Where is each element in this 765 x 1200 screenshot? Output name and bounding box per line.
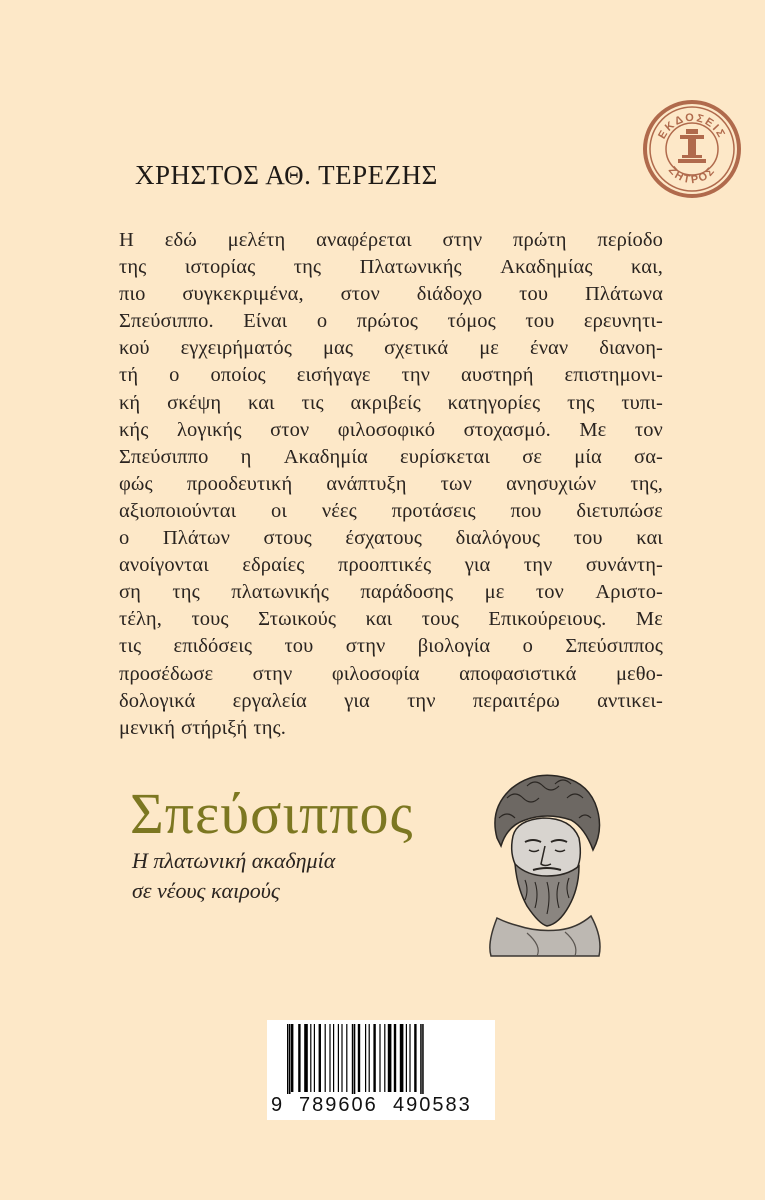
isbn-barcode [267, 1020, 495, 1120]
blurb-line: Η εδώ μελέτη αναφέρεται στην πρώτη περίοδο [119, 229, 663, 251]
barcode-digits-left: 789606 [299, 1094, 378, 1116]
blurb-line: κού εγχειρήματός μας σχετικά με έναν διανοη- [119, 337, 663, 360]
book-title: Σπεύσιππος [130, 781, 414, 846]
blurb-line: προσέδωσε στην φιλοσοφία αποφασιστικά μεθο- [119, 662, 663, 685]
barcode-digits-right: 490583 [393, 1094, 472, 1116]
subtitle-line-1: Η πλατωνική ακαδημία [132, 848, 336, 873]
blurb-line: αξιοποιούνται οι νέες προτάσεις που διετυπώσε [119, 499, 663, 522]
subtitle-line-2: σε νέους καιρούς [132, 878, 280, 903]
publisher-seal-icon [642, 99, 742, 199]
blurb-line: μενική στήριξή της. [119, 716, 286, 739]
blurb-line: ο Πλάτων στους έσχατους διαλόγους του και [119, 527, 663, 550]
blurb-line: τέλη, τους Στωικούς και τους Επικούρειους. Με [119, 608, 663, 631]
svg-text:ΖΗΤΡΟΣ: ΖΗΤΡΟΣ [665, 164, 719, 187]
philosopher-bust-icon [467, 768, 617, 958]
blurb-line: κή σκέψη και τις ακριβείς κατηγορίες της τυπι- [119, 391, 663, 414]
barcode-digit-first: 9 [271, 1094, 283, 1116]
blurb-line: φώς προοδευτική ανάπτυξη των ανησυχιών της, [119, 472, 663, 495]
author-name: ΧΡΗΣΤΟΣ ΑΘ. ΤΕΡΕΖΗΣ [135, 160, 438, 190]
barcode-digits [267, 1094, 495, 1118]
barcode-bars [273, 1024, 489, 1094]
svg-text:ΕΚΔΟΣΕΙΣ: ΕΚΔΟΣΕΙΣ [656, 111, 728, 142]
blurb-line: ανοίγονται εδραίες προοπτικές για την συνάντη- [119, 554, 663, 577]
book-subtitle [132, 846, 335, 906]
blurb-line: κής λογικής στον φιλοσοφικό στοχασμό. Με τον [119, 418, 663, 441]
blurb-line: Σπεύσιππο η Ακαδημία ευρίσκεται σε μία σα- [119, 445, 663, 468]
blurb-line: Σπεύσιππο. Είναι ο πρώτος τόμος του ερευνητι- [119, 310, 663, 333]
blurb-line: της ιστορίας της Πλατωνικής Ακαδημίας και, [119, 256, 663, 279]
blurb-line: τις επιδόσεις του στην βιολογία ο Σπεύσιππος [119, 635, 663, 658]
blurb-line: δολογικά εργαλεία για την περαιτέρω αντικει- [119, 689, 663, 712]
blurb-line: πιο συγκεκριμένα, στον διάδοχο του Πλάτωνα [119, 283, 663, 306]
back-cover-blurb [119, 227, 663, 742]
blurb-line: τή ο οποίος εισήγαγε την αυστηρή επιστημονι- [119, 364, 663, 387]
blurb-line: ση της πλατωνικής παράδοσης με τον Αριστο- [119, 581, 663, 604]
